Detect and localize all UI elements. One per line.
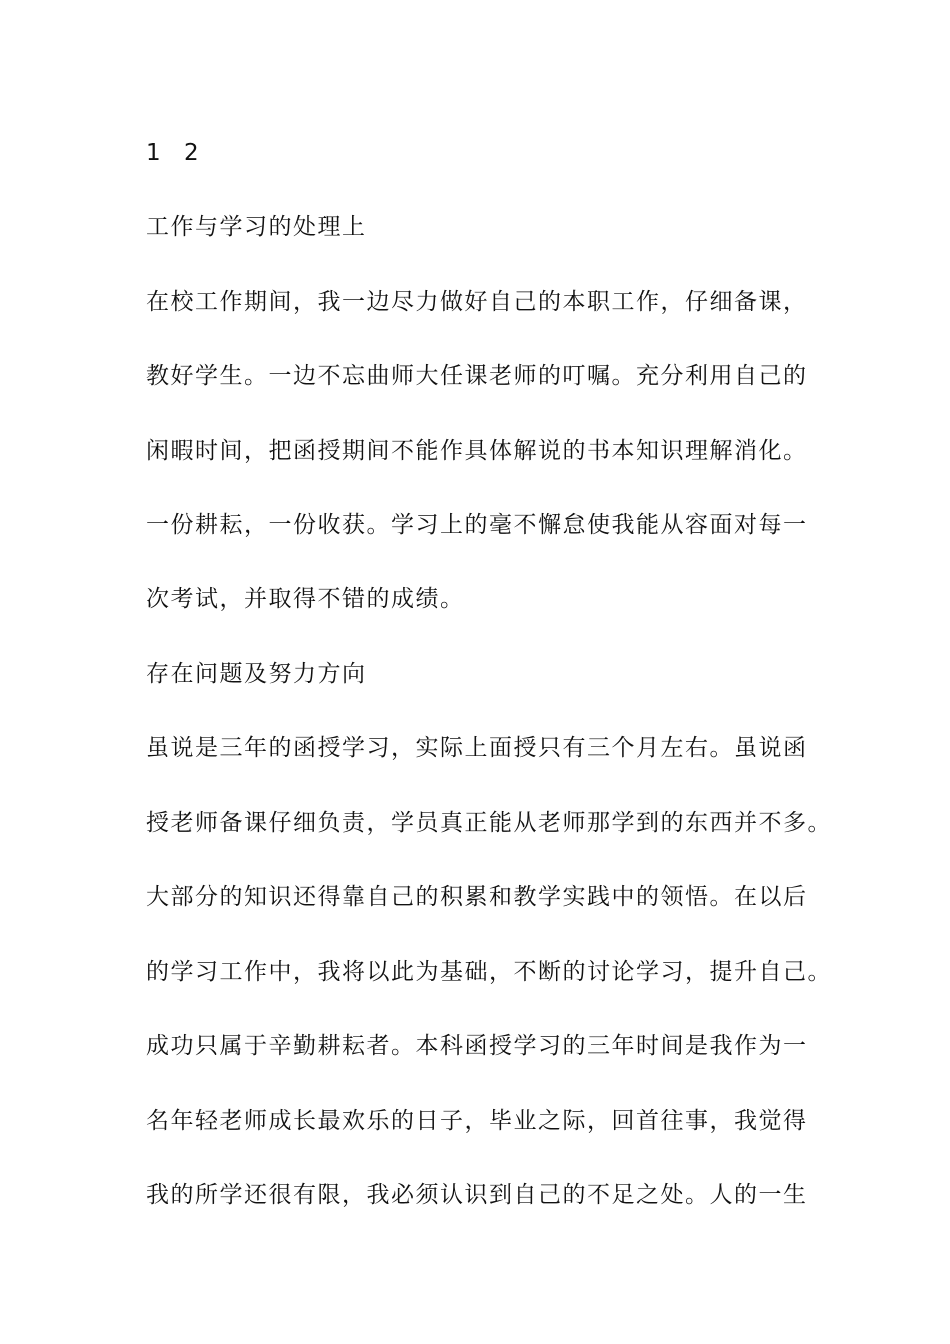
paragraph-line: 教好学生。一边不忘曲师大任课老师的叮嘱。充分利用自己的 [146,363,808,389]
paragraph-line: 的学习工作中，我将以此为基础，不断的讨论学习，提升自己。 [146,959,832,985]
paragraph-line: 闲暇时间，把函授期间不能作具体解说的书本知识理解消化。 [146,438,808,464]
paragraph-line: 成功只属于辛勤耕耘者。本科函授学习的三年时间是我作为一 [146,1033,808,1059]
section-heading-work-study: 工作与学习的处理上 [146,214,367,240]
paragraph-line: 在校工作期间，我一边尽力做好自己的本职工作，仔细备课， [146,289,808,315]
paragraph-line: 我的所学还很有限，我必须认识到自己的不足之处。人的一生 [146,1182,808,1208]
paragraph-line: 次考试，并取得不错的成绩。 [146,586,465,612]
paragraph-line: 名年轻老师成长最欢乐的日子，毕业之际，回首往事，我觉得 [146,1108,808,1134]
page-number: 1 2 [146,140,207,166]
paragraph-line: 大部分的知识还得靠自己的积累和教学实践中的领悟。在以后 [146,884,808,910]
section-heading-problems: 存在问题及努力方向 [146,661,367,687]
paragraph-line: 一份耕耘，一份收获。学习上的毫不懈怠使我能从容面对每一 [146,512,808,538]
paragraph-line: 授老师备课仔细负责，学员真正能从老师那学到的东西并不多。 [146,810,832,836]
paragraph-line: 虽说是三年的函授学习，实际上面授只有三个月左右。虽说函 [146,735,808,761]
